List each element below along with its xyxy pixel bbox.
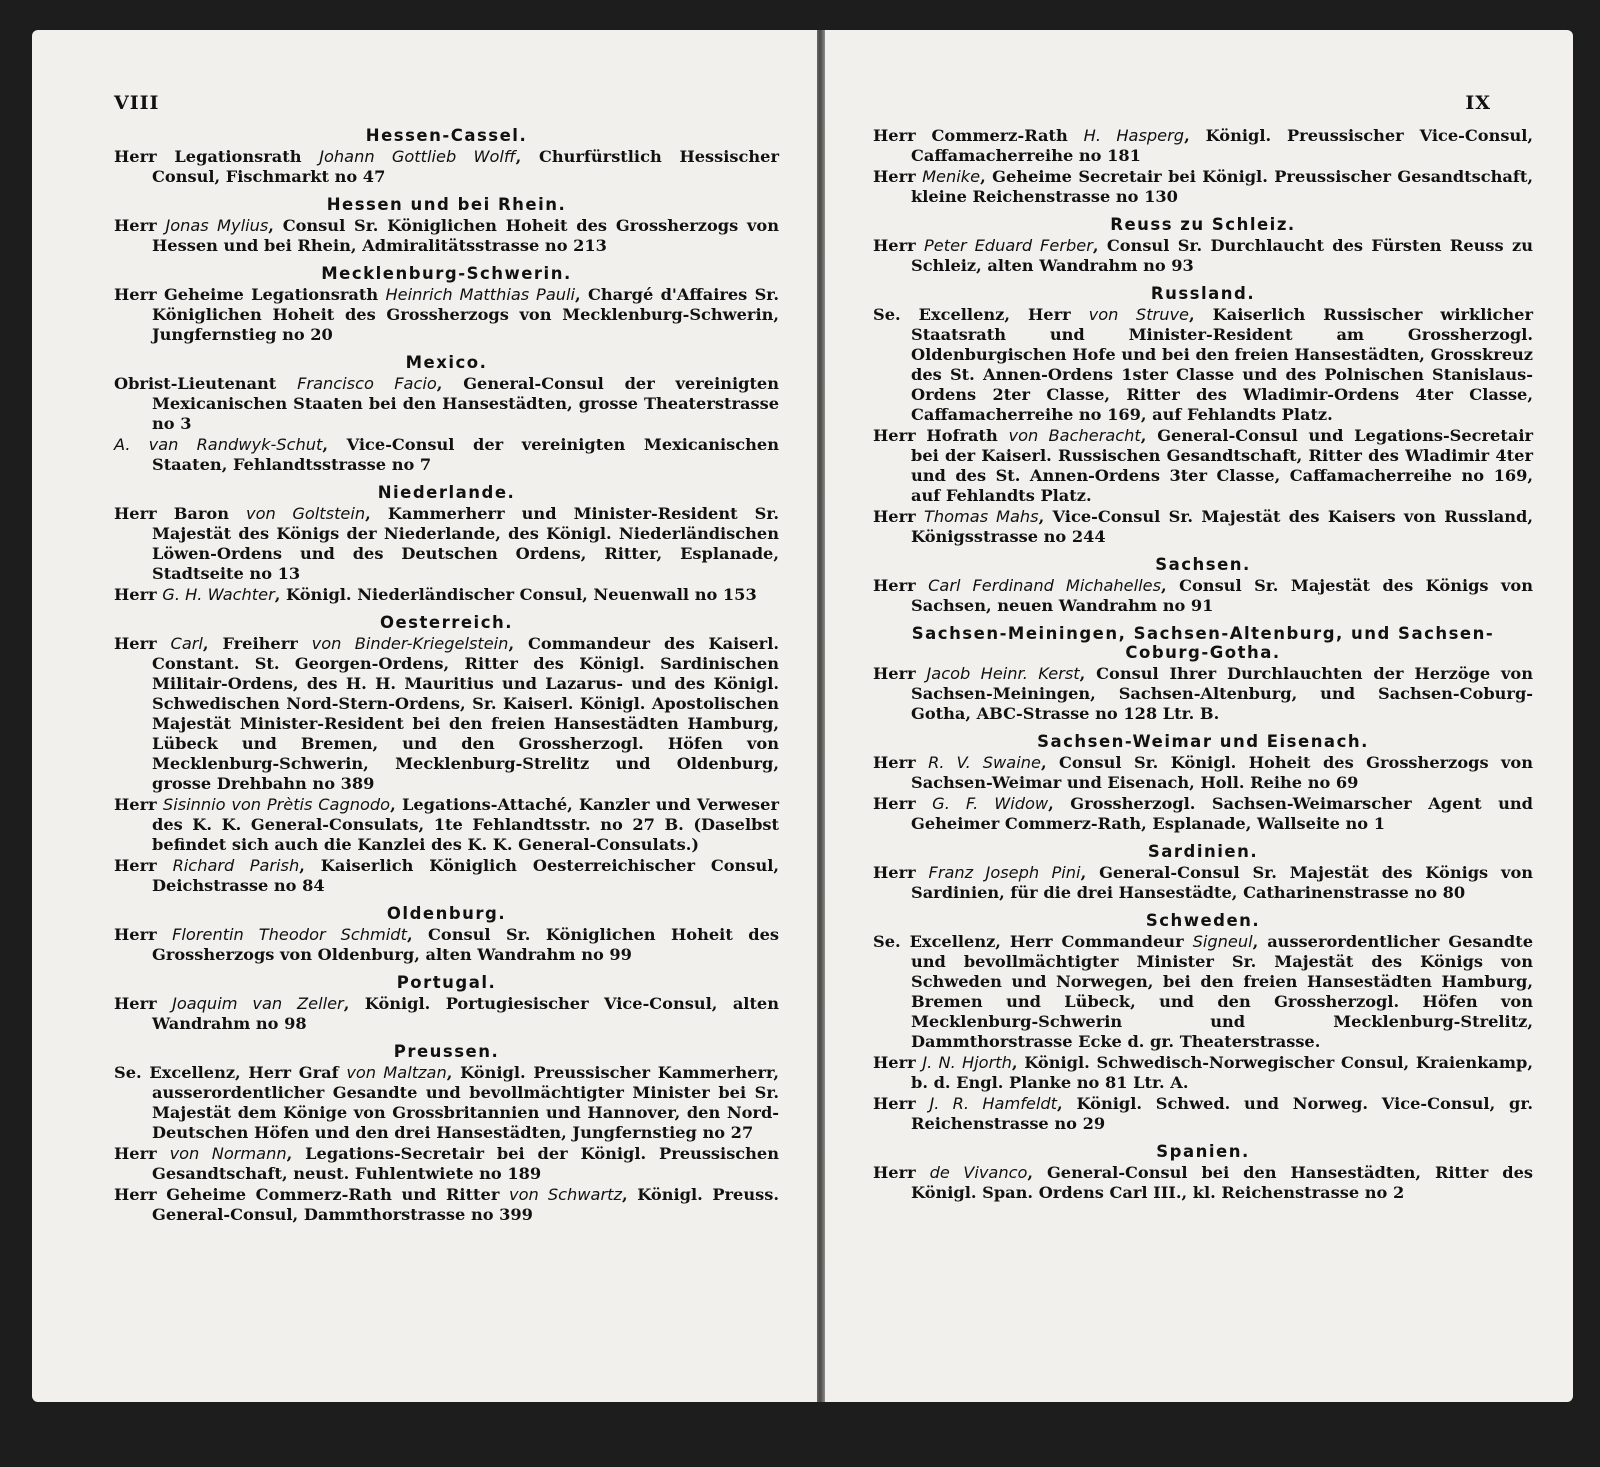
entry-text: Herr <box>114 795 163 814</box>
consul-entry <box>873 753 1533 793</box>
person-name: Francisco Facio <box>297 374 437 393</box>
person-name: Joaquim van Zeller <box>172 994 344 1013</box>
consul-entry <box>114 1185 779 1225</box>
entry-text: Herr Geheime Commerz-Rath und Ritter <box>114 1185 509 1204</box>
country-heading: Mexico. <box>405 353 488 372</box>
page-content <box>873 126 1533 1203</box>
person-name: J. R. Hamfeldt <box>929 1094 1058 1113</box>
country-heading: Sachsen. <box>1155 555 1251 574</box>
entry-text: Herr <box>114 585 163 604</box>
person-name: Peter Eduard Ferber <box>924 236 1093 255</box>
country-heading: Russland. <box>1150 284 1256 303</box>
consul-entry <box>873 576 1533 616</box>
consul-entry <box>114 795 779 855</box>
left-page <box>32 30 817 1402</box>
entry-text: Herr Commerz-Rath <box>873 126 1084 145</box>
entry-text: , Königl. Niederländischer Consul, Neuenwall no 153 <box>274 585 757 604</box>
country-heading: Sardinien. <box>1147 842 1259 861</box>
consul-entry <box>114 634 779 794</box>
country-heading: Niederlande. <box>377 483 516 502</box>
person-name: G. F. Widow <box>932 794 1049 813</box>
consul-entry <box>114 585 779 605</box>
consul-entry <box>873 1053 1533 1093</box>
entry-text: , General-Consul bei den Hansestädten, Ritter des Königl. Span. Ordens Carl III., kl. Reichenstrasse no 2 <box>911 1163 1533 1202</box>
entry-text: , Chargé d'Affaires Sr. Königlichen Hoheit des Grossherzogs von Mecklenburg-Schwerin, Jungfernstieg no 20 <box>152 285 779 344</box>
page-number: VIII <box>114 92 160 114</box>
person-name: Florentin Theodor Schmidt <box>172 925 407 944</box>
entry-text: Herr <box>114 994 173 1013</box>
consul-entry <box>873 863 1533 903</box>
consul-entry <box>114 925 779 965</box>
person-name: von Binder-Kriegelstein <box>311 634 509 653</box>
person-name: Menike <box>922 167 981 186</box>
consul-entry <box>873 236 1533 276</box>
entry-text: Herr Hofrath <box>873 426 1009 445</box>
entry-text: , Kaiserlich Russischer wirklicher Staatsrath und Minister-Resident am Grossherzogl. Oldenburgischen Hofe und bei den freien Hansestädten, Grosskreuz des St. Annen-Ordens 1ster Classe und des Polnischen Stanislaus-Ordens 2ter Classe, Ritter des Wladimir-Ordens 4ter Classe, Caffamacherreihe no 169, auf Fehlandts Platz. <box>911 305 1533 424</box>
entry-text: Herr <box>873 507 924 526</box>
person-name: Sisinnio von Prètis Cagnodo <box>162 795 391 814</box>
right-page <box>825 30 1573 1402</box>
entry-text: , Consul Sr. Durchlaucht des Fürsten Reuss zu Schleiz, alten Wandrahm no 93 <box>911 236 1533 275</box>
person-name: von Maltzan <box>346 1063 447 1082</box>
entry-text: , Consul Sr. Majestät des Königs von Sachsen, neuen Wandrahm no 91 <box>911 576 1533 615</box>
country-heading: Reuss zu Schleiz. <box>1110 215 1296 234</box>
entry-text: Herr <box>114 925 173 944</box>
entry-text: Herr <box>873 167 923 186</box>
consul-entry <box>873 167 1533 207</box>
country-heading: Spanien. <box>1156 1142 1250 1161</box>
entry-text: , Kammerherr und Minister-Resident Sr. Majestät des Königs der Niederlande, des Königl. Niederländischen Löwen-Ordens und des Deutschen Ordens, Ritter, Esplanade, Stadtseite no 13 <box>152 504 779 583</box>
entry-text: , Königl. Preussischer Vice-Consul, Caffamacherreihe no 181 <box>911 126 1534 165</box>
entry-text: Herr <box>873 664 927 683</box>
entry-text: , Commandeur des Kaiserl. Constant. St. Georgen-Ordens, Ritter des Königl. Sardinischen Militair-Ordens, des H. H. Mauritius und Lazarus- und des Königl. Schwedischen Nord-Stern-Ordens, Sr. Kaiserl. Königl. Apostolischen Majestät Minister-Resident bei den freien Hansestädten Hamburg, Lübeck und Bremen, und den Grossherzogl. Höfen von Mecklenburg-Schwerin, Mecklenburg-Strelitz und Oldenburg, grosse Drehbahn no 389 <box>152 634 779 793</box>
country-heading: Schweden. <box>1145 911 1261 930</box>
person-name: R. V. Swaine <box>928 753 1041 772</box>
entry-text: Obrist-Lieutenant <box>114 374 298 393</box>
person-name: H. Hasperg <box>1083 126 1185 145</box>
person-name: Heinrich Matthias Pauli <box>385 285 575 304</box>
consul-entry <box>873 305 1533 425</box>
person-name: Richard Parish <box>172 856 300 875</box>
entry-text: , Legations-Secretair bei der Königl. Preussischen Gesandtschaft, neust. Fuhlentwiete no 189 <box>152 1144 779 1183</box>
person-name: Carl Ferdinand Michahelles <box>928 576 1162 595</box>
person-name: von Struve <box>1088 305 1189 324</box>
entry-text: , Consul Sr. Königl. Hoheit des Grossherzogs von Sachsen-Weimar und Eisenach, Holl. Reihe no 69 <box>911 753 1533 792</box>
person-name: J. N. Hjorth <box>922 1053 1012 1072</box>
consul-entry <box>114 1144 779 1184</box>
entry-text: , Geheime Secretair bei Königl. Preussischer Gesandtschaft, kleine Reichenstrasse no 130 <box>911 167 1533 206</box>
entry-text: Herr Legationsrath <box>114 147 320 166</box>
person-name: von Goltstein <box>246 504 366 523</box>
entry-text: , Königl. Portugiesischer Vice-Consul, alten Wandrahm no 98 <box>152 994 780 1033</box>
consul-entry <box>114 374 779 434</box>
consul-entry <box>873 794 1533 834</box>
person-name: A. van Randwyk-Schut <box>114 435 323 454</box>
person-name: Jacob Heinr. Kerst <box>926 664 1080 683</box>
country-heading: Oldenburg. <box>386 904 507 923</box>
consul-entry <box>873 932 1533 1052</box>
page-content <box>114 126 779 1225</box>
entry-text: Herr <box>873 576 929 595</box>
country-heading: Hessen-Cassel. <box>365 126 528 145</box>
person-name: von Bacheracht <box>1008 426 1141 445</box>
consul-entry <box>873 1094 1533 1134</box>
entry-text: , Churfürstlich Hessischer Consul, Fischmarkt no 47 <box>152 147 779 186</box>
person-name: Thomas Mahs <box>923 507 1039 526</box>
entry-text: , General-Consul Sr. Majestät des Königs von Sardinien, für die drei Hansestädte, Catharinenstrasse no 80 <box>911 863 1534 902</box>
country-heading: Oesterreich. <box>379 613 514 632</box>
person-name: von Normann <box>169 1144 287 1163</box>
consul-entry <box>114 1063 779 1143</box>
country-heading: Sachsen-Meiningen, Sachsen-Altenburg, und Sachsen-Coburg-Gotha. <box>911 624 1495 662</box>
entry-text: , Königl. Schwed. und Norweg. Vice-Consul, gr. Reichenstrasse no 29 <box>911 1094 1534 1133</box>
entry-text: , Consul Sr. Königlichen Hoheit des Grossherzogs von Oldenburg, alten Wandrahm no 99 <box>152 925 779 964</box>
consul-entry <box>114 216 779 256</box>
person-name: G. H. Wachter <box>162 585 275 604</box>
entry-text: Se. Excellenz, Herr <box>873 305 1089 324</box>
person-name: de Vivanco <box>929 1163 1028 1182</box>
person-name: Carl <box>170 634 203 653</box>
entry-text: , Freiherr <box>202 634 312 653</box>
entry-text: , Königl. Preuss. General-Consul, Dammthorstrasse no 399 <box>152 1185 779 1224</box>
person-name: Signeul <box>1192 932 1253 951</box>
consul-entry <box>873 507 1533 547</box>
country-heading: Sachsen-Weimar und Eisenach. <box>1037 732 1369 751</box>
country-heading: Hessen und bei Rhein. <box>326 195 567 214</box>
consul-entry <box>873 126 1533 166</box>
entry-text: , Vice-Consul der vereinigten Mexicanischen Staaten, Fehlandtsstrasse no 7 <box>152 435 779 474</box>
country-heading: Mecklenburg-Schwerin. <box>321 264 572 283</box>
entry-text: Herr Geheime Legationsrath <box>114 285 386 304</box>
country-heading: Portugal. <box>396 973 497 992</box>
entry-text: , General-Consul der vereinigten Mexicanischen Staaten bei den Hansestädten, grosse Theaterstrasse no 3 <box>152 374 779 433</box>
entry-text: , Vice-Consul Sr. Majestät des Kaisers von Russland, Königsstrasse no 244 <box>911 507 1534 546</box>
entry-text: Se. Excellenz, Herr Graf <box>114 1063 347 1082</box>
entry-text: , Grossherzogl. Sachsen-Weimarscher Agent und Geheimer Commerz-Rath, Esplanade, Wallseite no 1 <box>911 794 1533 833</box>
entry-text: Herr <box>114 216 166 235</box>
consul-entry <box>114 504 779 584</box>
consul-entry <box>114 856 779 896</box>
person-name: Johann Gottlieb Wolff <box>319 147 516 166</box>
entry-text: Herr <box>873 1094 930 1113</box>
entry-text: , General-Consul und Legations-Secretair bei der Kaiserl. Russischen Gesandtschaft, Ritter des Wladimir 4ter und des St. Annen-Ordens 3ter Classe, Caffamacherreihe no 169, auf Fehlandts Platz. <box>911 426 1533 505</box>
entry-text: Se. Excellenz, Herr Commandeur <box>873 932 1193 951</box>
entry-text: Herr <box>873 1053 923 1072</box>
consul-entry <box>873 1163 1533 1203</box>
entry-text: Herr <box>873 1163 930 1182</box>
entry-text: , Königl. Preussischer Kammerherr, ausserordentlicher Gesandte und bevollmächtigter Minister bei Sr. Majestät dem Könige von Grossbritannien und Hannover, den Nord-Deutschen Höfen und den drei Hansestädten, Jungfernstieg no 27 <box>152 1063 779 1142</box>
country-heading: Preussen. <box>393 1042 500 1061</box>
entry-text: Herr <box>114 856 173 875</box>
entry-text: Herr <box>873 236 925 255</box>
consul-entry <box>873 426 1533 506</box>
entry-text: Herr <box>873 753 929 772</box>
person-name: von Schwartz <box>508 1185 622 1204</box>
entry-text: Herr <box>114 1144 170 1163</box>
consul-entry <box>873 664 1533 724</box>
page-number: IX <box>1465 92 1491 114</box>
entry-text: Herr Baron <box>114 504 247 523</box>
consul-entry <box>114 994 779 1034</box>
consul-entry <box>114 435 779 475</box>
entry-text: , Legations-Attaché, Kanzler und Verweser des K. K. General-Consulats, 1te Fehlandtsstr. no 27 B. (Daselbst befindet sich auch die Kanzlei des K. K. General-Consulats.) <box>152 795 779 854</box>
entry-text: , Kaiserlich Königlich Oesterreichischer Consul, Deichstrasse no 84 <box>152 856 779 895</box>
entry-text: , Consul Sr. Königlichen Hoheit des Grossherzogs von Hessen und bei Rhein, Admiralitätsstrasse no 213 <box>152 216 779 255</box>
entry-text: Herr <box>873 794 933 813</box>
entry-text: , Königl. Schwedisch-Norwegischer Consul, Kraienkamp, b. d. Engl. Planke no 81 Ltr. A. <box>911 1053 1533 1092</box>
entry-text: , Consul Ihrer Durchlauchten der Herzöge von Sachsen-Meiningen, Sachsen-Altenburg, und Sachsen-Coburg-Gotha, ABC-Strasse no 128 Ltr. B. <box>911 664 1533 723</box>
person-name: Franz Joseph Pini <box>928 863 1081 882</box>
entry-text: Herr <box>873 863 929 882</box>
person-name: Jonas Mylius <box>165 216 269 235</box>
entry-text: Herr <box>114 634 171 653</box>
consul-entry <box>114 285 779 345</box>
consul-entry <box>114 147 779 187</box>
entry-text: , ausserordentlicher Gesandte und bevollmächtigter Minister Sr. Majestät des Königs von Schweden und Norwegen, bei den freien Hansestädten Hamburg, Bremen und Lübeck, und den Grossherzogl. Höfen von Mecklenburg-Schwerin und Mecklenburg-Strelitz, Dammthorstrasse Ecke d. gr. Theaterstrasse. <box>911 932 1533 1051</box>
